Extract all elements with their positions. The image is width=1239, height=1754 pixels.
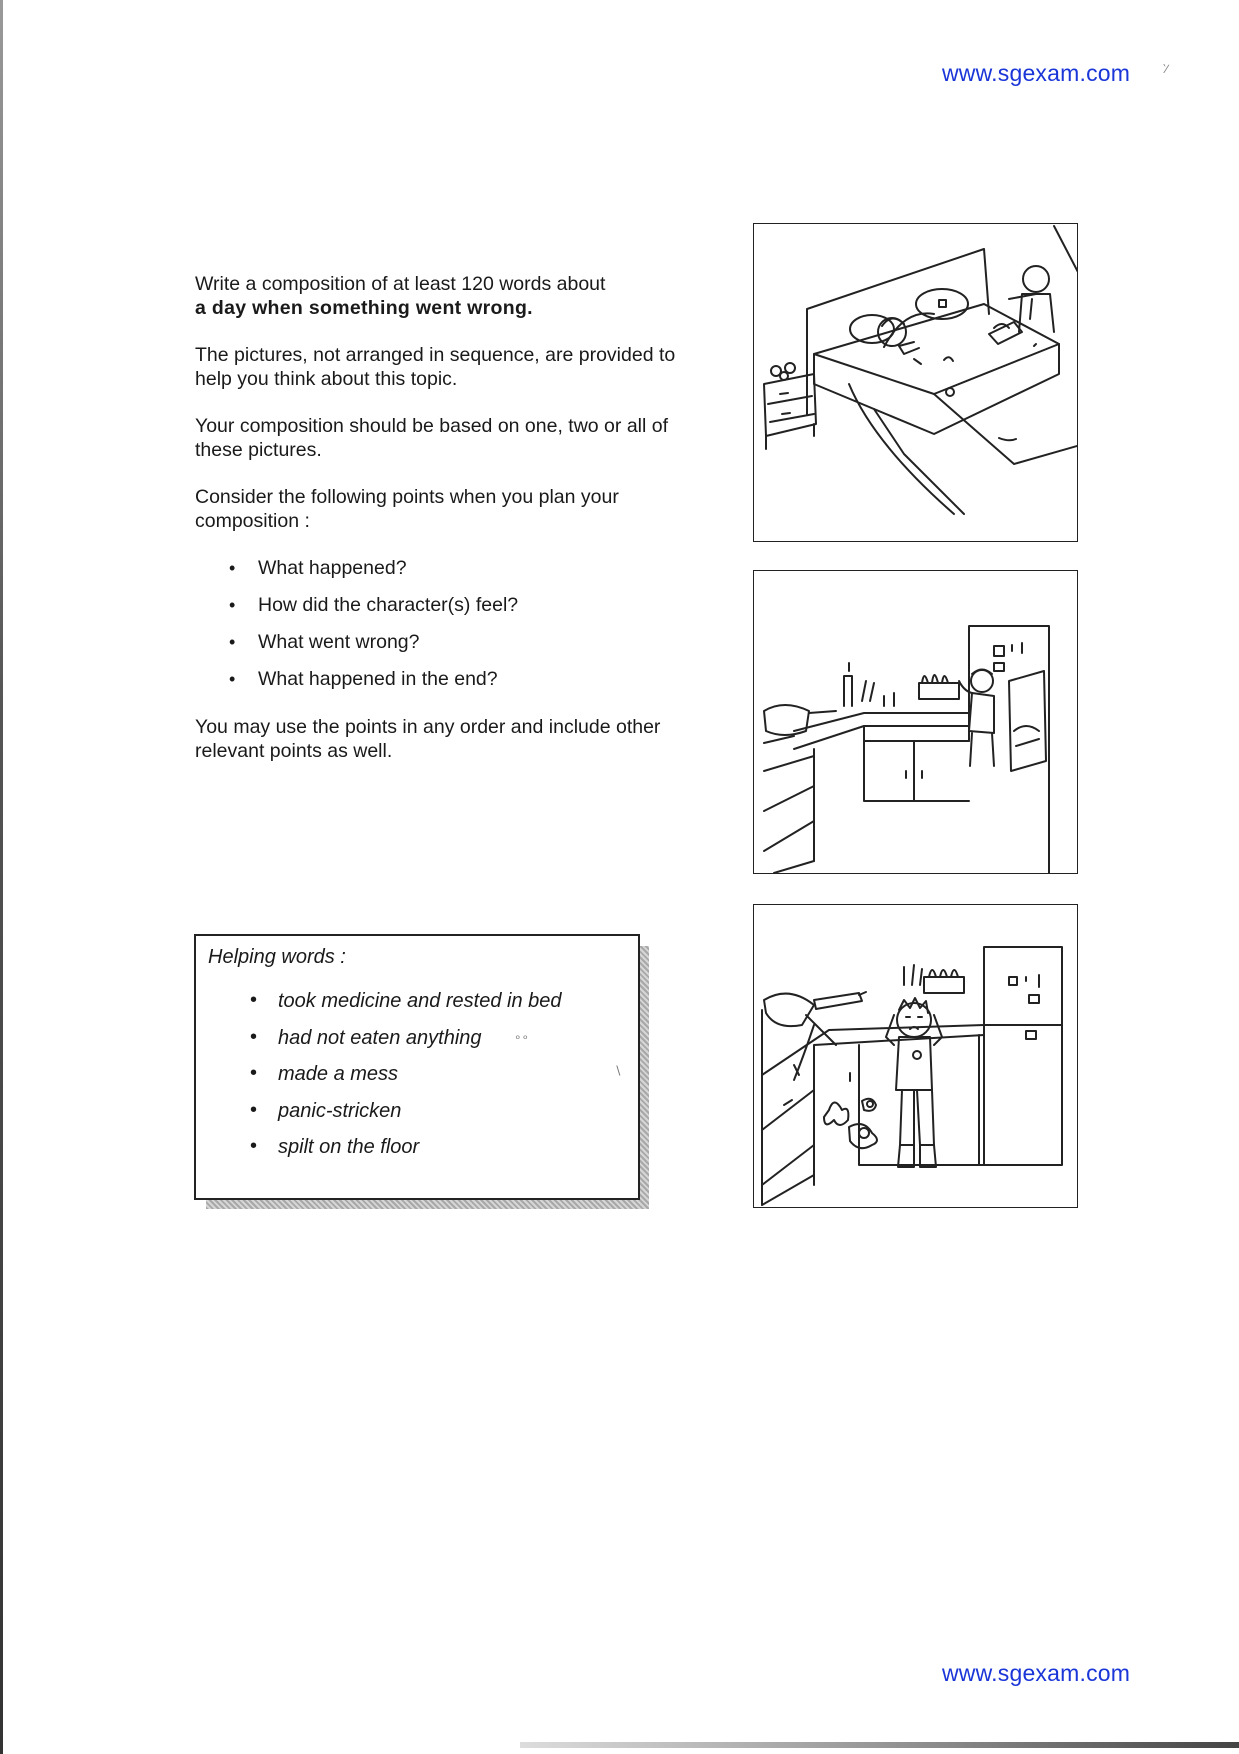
task-topic: a day when something went wrong. — [195, 297, 533, 319]
bedroom-picture — [753, 223, 1078, 542]
scan-edge-bottom — [520, 1742, 1239, 1748]
helping-word: • made a mess — [250, 1063, 562, 1100]
scan-speck: ∘∘ — [514, 1030, 530, 1044]
helping-words-list — [250, 990, 562, 1173]
scan-edge-left — [0, 0, 3, 1754]
kitchen-picture — [753, 570, 1078, 874]
pictures-note: The pictures, not arranged in sequence, are provided to help you think about this topic. — [195, 344, 676, 390]
task-intro: Write a composition of at least 120 words about — [195, 273, 606, 295]
point-item: • How did the character(s) feel? — [229, 593, 705, 617]
header-site-link[interactable]: www.sgexam.com — [942, 60, 1131, 86]
mess-picture — [753, 904, 1078, 1208]
helping-words-title: Helping words : — [208, 946, 346, 968]
point-item: • What went wrong? — [229, 630, 705, 654]
helping-word: • had not eaten anything — [250, 1027, 562, 1064]
helping-word: • took medicine and rested in bed — [250, 990, 562, 1027]
consider-note: Consider the following points when you plan your composition : — [195, 486, 619, 532]
helping-word: • panic-stricken — [250, 1100, 562, 1137]
helping-word: • spilt on the floor — [250, 1136, 562, 1173]
point-item: • What happened in the end? — [229, 667, 705, 691]
helping-words-box — [194, 934, 640, 1200]
basis-note: Your composition should be based on one, two or all of these pictures. — [195, 415, 669, 461]
order-note: You may use the points in any order and include other relevant points as well. — [195, 716, 661, 762]
composition-instructions — [195, 272, 705, 786]
scan-speck: ‵∕ — [1163, 62, 1168, 76]
footer-site-link[interactable]: www.sgexam.com — [942, 1660, 1131, 1686]
task-paragraph — [195, 272, 705, 320]
point-item: • What happened? — [229, 556, 705, 580]
scan-speck: ∖ — [614, 1064, 622, 1078]
planning-points — [195, 556, 705, 691]
